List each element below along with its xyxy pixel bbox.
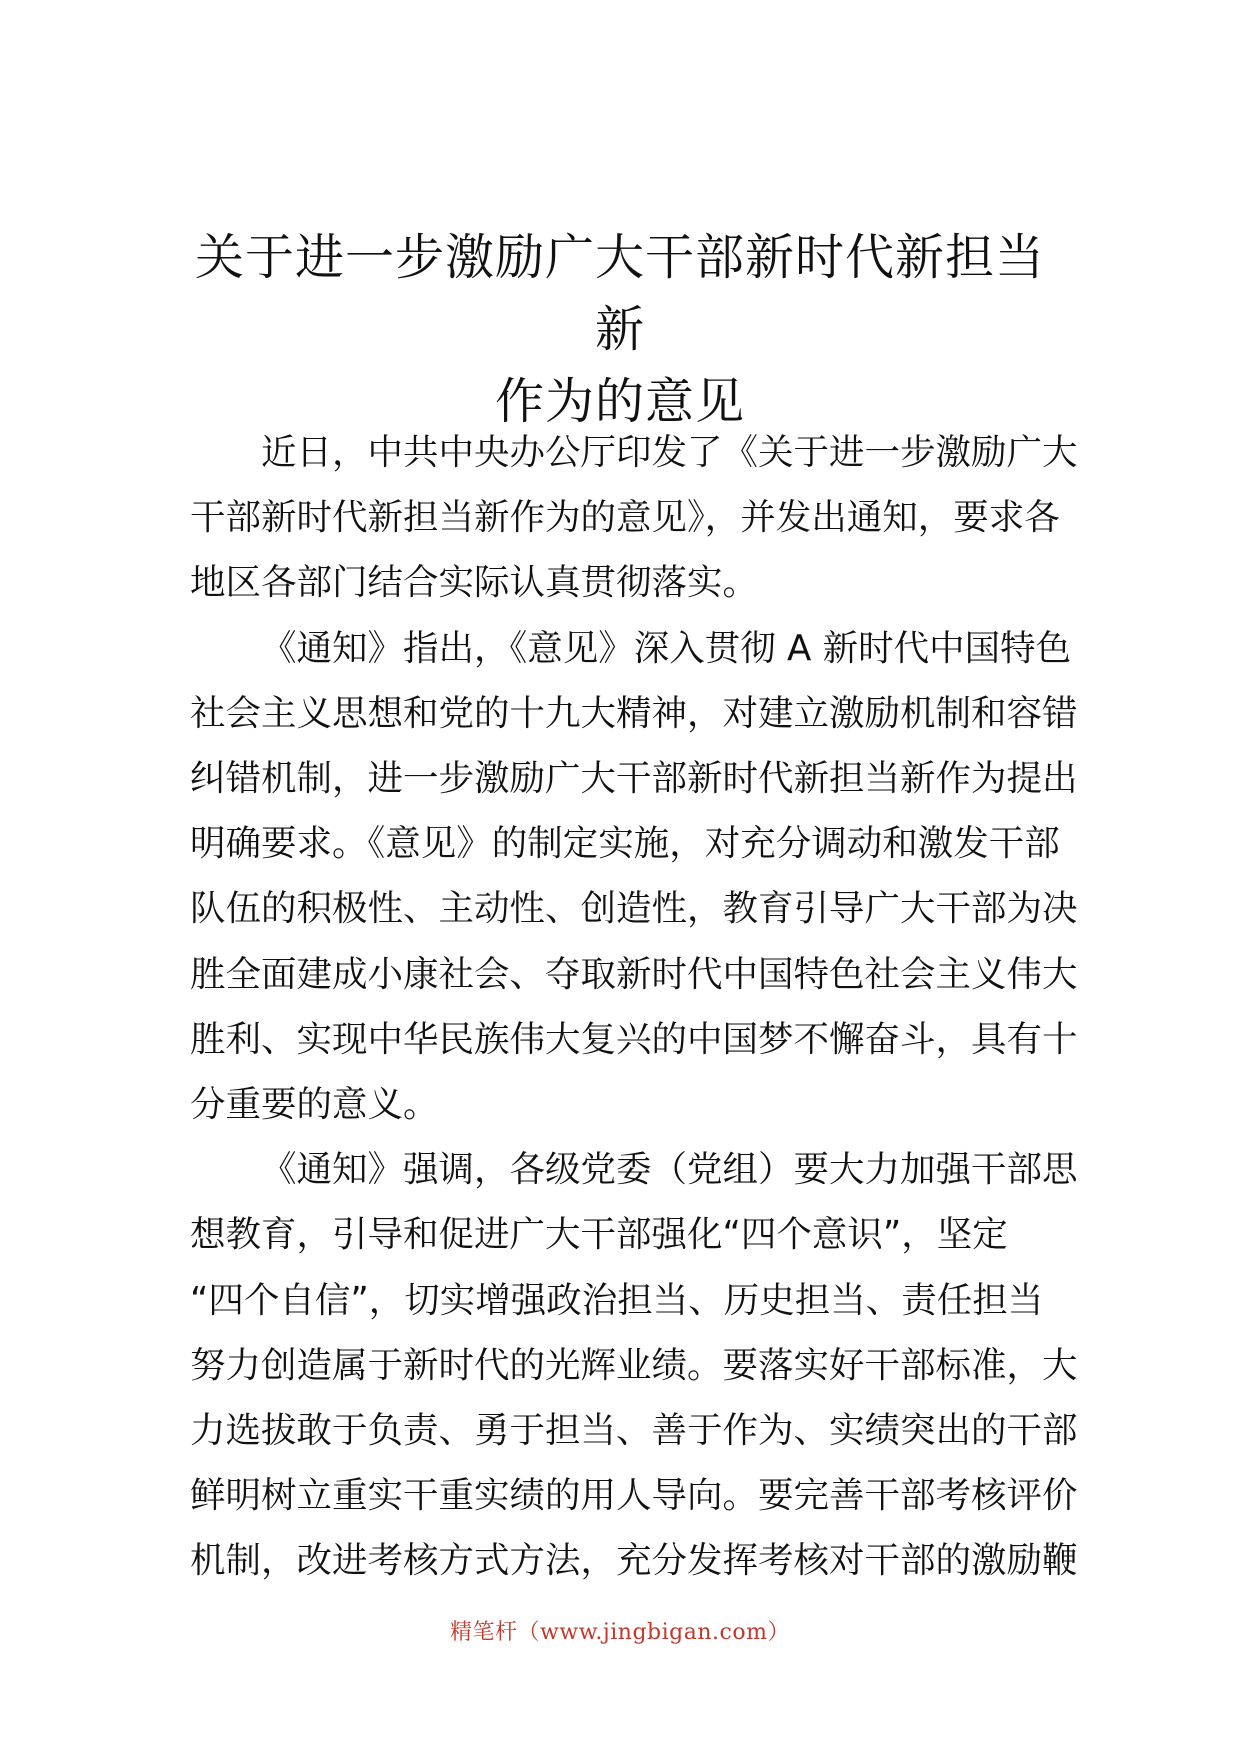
paragraph-line: 《通知》指出，《意见》深入贯彻 A 新时代中国特色 [261,627,1072,669]
paragraph-line: 分重要的意义。 [190,1084,439,1126]
paragraph-line: 队伍的积极性、主动性、创造性，教育引导广大干部为决 [190,888,1078,930]
paragraph-line: 鲜明树立重实干重实绩的用人导向。要完善干部考核评价 [190,1475,1078,1517]
paragraph-line: 干部新时代新担当新作为的意见》，并发出通知，要求各 [190,497,1060,539]
paragraph-2 [190,616,1078,1138]
paragraph-line: 近日，中共中央办公厅印发了《关于进一步激励广大 [261,432,1078,473]
paragraph-line: 纠错机制，进一步激励广大干部新时代新担当新作为提出 [190,758,1078,800]
paragraph-line: 努力创造属于新时代的光辉业绩。要落实好干部标准，大 [190,1344,1078,1386]
paragraph-1 [190,420,1078,616]
paragraph-line: 力选拔敢于负责、勇于担当、善于作为、实绩突出的干部 [190,1410,1078,1452]
footer-watermark-link[interactable]: 精笔杆（www.jingbigan.com） [450,1620,790,1645]
document-body [190,420,1078,1594]
title-line-2: 作为的意见 [494,373,745,430]
title-line-1: 关于进一步激励广大干部新时代新担当新 [194,229,1045,358]
paragraph-line: 《通知》强调，各级党委（党组）要大力加强干部思 [261,1149,1078,1191]
paragraph-line: 胜利、实现中华民族伟大复兴的中国梦不懈奋斗，具有十 [190,1018,1078,1060]
paragraph-line: 想教育，引导和促进广大干部强化“四个意识”，坚定 [190,1214,1008,1256]
paragraph-line: 地区各部门结合实际认真贯彻落实。 [190,562,759,604]
document-title [180,222,1060,438]
paragraph-line: 明确要求。《意见》的制定实施，对充分调动和激发干部 [190,823,1060,865]
paragraph-3 [190,1137,1078,1593]
paragraph-line: “四个自信”，切实增强政治担当、历史担当、责任担当 [190,1279,1044,1321]
paragraph-line: 机制，改进考核方式方法，充分发挥考核对干部的激励鞭 [190,1540,1078,1582]
paragraph-line: 社会主义思想和党的十九大精神，对建立激励机制和容错 [190,692,1078,734]
paragraph-line: 胜全面建成小康社会、夺取新时代中国特色社会主义伟大 [190,953,1078,995]
